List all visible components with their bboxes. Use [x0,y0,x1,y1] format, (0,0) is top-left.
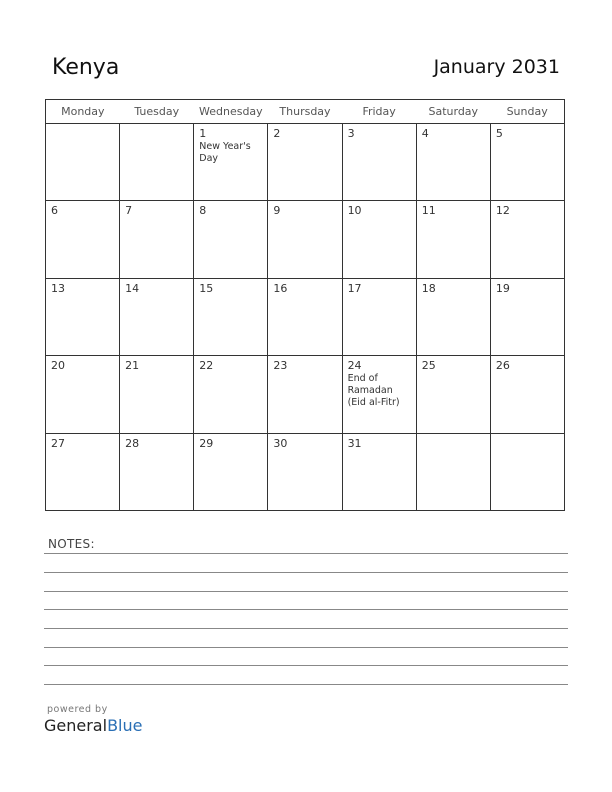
day-number: 5 [495,127,503,140]
note-line [44,684,568,685]
day-number: 22 [199,359,214,373]
day-number: 3 [347,127,355,140]
weekday-header-row [46,100,565,124]
day-number: 14 [125,281,140,295]
calendar-grid [45,99,565,511]
day-cell [46,124,120,201]
day-cell [268,278,342,355]
day-cell [490,201,564,278]
day-number: 28 [125,436,140,450]
note-line [44,591,568,592]
day-cell [490,433,564,510]
day-cell [194,433,268,510]
day-cell [342,433,416,510]
powered-by-text: powered by [47,704,108,715]
day-number: 1 [199,127,207,140]
day-cell [120,356,194,433]
weekday-header: Tuesday [120,100,194,124]
day-number: 17 [347,281,362,295]
weekday-header: Saturday [416,100,490,124]
day-number: 26 [495,359,510,373]
day-cell [416,356,490,433]
day-number: 29 [199,436,214,450]
day-number: 11 [421,204,436,218]
week-row [46,201,565,278]
brand-blue: Blue [107,716,143,735]
day-number: 21 [125,359,140,373]
day-cell [268,356,342,433]
day-cell [268,124,342,201]
day-cell [120,124,194,201]
day-cell [194,278,268,355]
day-cell [416,433,490,510]
day-number: 2 [273,127,281,140]
day-cell [490,124,564,201]
note-line [44,665,568,666]
day-number: 31 [347,436,362,450]
day-number: 10 [347,204,362,218]
day-number: 27 [51,436,65,450]
day-cell [46,278,120,355]
day-cell [46,433,120,510]
day-number: 4 [421,127,429,140]
day-number: 6 [51,204,58,218]
day-number: 19 [495,281,510,295]
day-cell [46,201,120,278]
day-cell [342,278,416,355]
day-cell [268,433,342,510]
day-number: 15 [199,281,214,295]
holiday-label: End of Ramadan (Eid al-Fitr) [347,373,400,409]
country-title: Kenya [52,55,120,80]
week-row [46,433,565,510]
day-cell [120,278,194,355]
day-cell [120,433,194,510]
weekday-header: Monday [46,100,120,124]
day-number: 13 [51,281,65,295]
day-number: 20 [51,359,65,373]
note-line [44,647,568,648]
day-cell [342,201,416,278]
day-cell [194,201,268,278]
month-year-title: January 2031 [433,56,560,78]
weekday-header: Friday [342,100,416,124]
note-line [44,553,568,554]
day-number: 24 [347,359,362,373]
day-cell [268,201,342,278]
day-cell [416,201,490,278]
day-number: 16 [273,281,288,295]
day-number: 23 [273,359,288,373]
day-number: 18 [421,281,436,295]
week-row [46,124,565,201]
day-cell [194,124,268,201]
notes-label: NOTES: [48,537,95,551]
brand-general: General [44,716,108,735]
weekday-header: Thursday [268,100,342,124]
day-number: 8 [199,204,207,218]
day-cell [416,124,490,201]
day-cell [342,124,416,201]
weekday-header: Sunday [490,100,564,124]
day-cell [342,356,416,433]
weekday-header: Wednesday [194,100,268,124]
day-number: 25 [421,359,436,373]
day-cell [194,356,268,433]
day-cell [416,278,490,355]
week-row [46,278,565,355]
note-line [44,609,568,610]
note-line [44,572,568,573]
day-number: 9 [273,204,281,218]
generalblue-logo [44,716,142,735]
day-cell [490,356,564,433]
week-row [46,356,565,433]
day-number: 12 [495,204,510,218]
day-number: 7 [125,204,133,218]
day-cell [46,356,120,433]
day-number: 30 [273,436,288,450]
day-cell [490,278,564,355]
day-cell [120,201,194,278]
holiday-label: New Year's Day [199,141,251,164]
note-line [44,628,568,629]
